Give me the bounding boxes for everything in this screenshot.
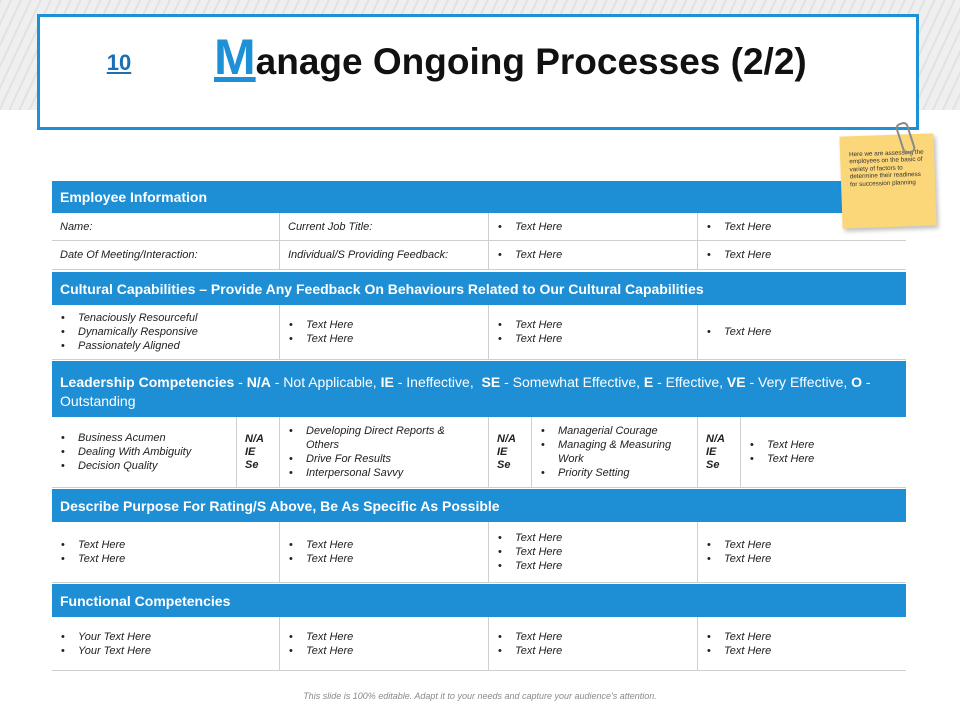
list-item: • Text Here: [749, 438, 898, 452]
leadership-code: IE: [380, 374, 394, 390]
list-item: • Business Acumen: [60, 431, 228, 445]
list-item: • Text Here: [706, 644, 898, 658]
leadership-code: N/A: [246, 374, 271, 390]
table-cell: [279, 213, 488, 240]
table-cell: [52, 417, 236, 487]
rating-cell: [236, 417, 279, 487]
rating-code: Se: [245, 458, 259, 471]
list-item: • Text Here: [288, 318, 480, 332]
table-row: [52, 305, 906, 360]
table-cell: [52, 213, 279, 240]
list-item: • Your Text Here: [60, 630, 271, 644]
list-item: • Dynamically Responsive: [60, 325, 271, 339]
rating-code: N/A: [706, 432, 725, 445]
table-cell: [279, 522, 488, 582]
table-cell: [52, 241, 279, 269]
table-row: [52, 213, 906, 241]
title-first-letter: M: [214, 29, 256, 85]
list-item: • Text Here: [497, 248, 689, 262]
cell-text: Date Of Meeting/Interaction:: [60, 249, 198, 261]
list-item: • Dealing With Ambiguity: [60, 445, 228, 459]
table-cell: [697, 241, 906, 269]
list-item: • Decision Quality: [60, 459, 228, 473]
list-item: • Priority Setting: [540, 466, 689, 480]
list-item: • Text Here: [288, 552, 480, 566]
table-cell: [279, 417, 488, 487]
table-cell: [697, 617, 906, 670]
table-cell: [697, 305, 906, 359]
leadership-text: - Effective,: [653, 374, 727, 390]
rating-code: IE: [245, 445, 256, 458]
list-item: • Text Here: [497, 545, 689, 559]
list-item: • Text Here: [497, 559, 689, 573]
list-item: • Text Here: [497, 644, 689, 658]
sticky-note: Here we are assessing the employees on the basic of variety of factors to determine their readiness for succession planning: [839, 133, 936, 228]
leadership-text: - Ineffective,: [393, 374, 482, 390]
list-item: • Text Here: [497, 220, 689, 234]
table-cell: [531, 417, 697, 487]
leadership-code: SE: [481, 374, 501, 390]
section-header-leadership-competencies: [52, 361, 906, 417]
leadership-heading: Leadership Competencies: [60, 374, 235, 390]
table-row: [52, 417, 906, 488]
rating-code: Se: [706, 458, 720, 471]
list-item: • Managing & Measuring Work: [540, 438, 689, 466]
rating-code: IE: [497, 445, 508, 458]
table-cell: [488, 617, 697, 670]
list-item: • Text Here: [749, 452, 898, 466]
list-item: • Your Text Here: [60, 644, 271, 658]
section-header-functional-competencies: Functional Competencies: [52, 584, 906, 617]
table-cell: [279, 241, 488, 269]
table-row: [52, 241, 906, 270]
slide-title: [214, 28, 807, 86]
list-item: • Managerial Courage: [540, 424, 689, 438]
list-item: • Text Here: [497, 332, 689, 346]
leadership-text: - Very Effective,: [745, 374, 852, 390]
footer-note: This slide is 100% editable. Adapt it to your needs and capture your audience's attention.: [303, 691, 657, 701]
list-item: • Text Here: [706, 325, 898, 339]
table-row: [52, 617, 906, 671]
section-header-employee-information: Employee Information: [52, 181, 906, 213]
rating-code: N/A: [245, 432, 264, 445]
list-item: • Text Here: [60, 538, 271, 552]
leadership-text: -: [234, 374, 247, 390]
leadership-text: - Not Applicable,: [270, 374, 381, 390]
leadership-text: - Somewhat Effective,: [500, 374, 644, 390]
list-item: • Text Here: [706, 248, 898, 262]
list-item: • Text Here: [497, 630, 689, 644]
cell-text: Name:: [60, 220, 93, 233]
table-cell: [697, 522, 906, 582]
list-item: • Text Here: [288, 538, 480, 552]
table-cell: [488, 305, 697, 359]
list-item: • Text Here: [706, 220, 898, 234]
list-item: • Passionately Aligned: [60, 339, 271, 353]
list-item: • Text Here: [60, 552, 271, 566]
list-item: • Text Here: [288, 644, 480, 658]
rating-cell: [488, 417, 531, 487]
section-header-purpose: Describe Purpose For Rating/S Above, Be As Specific As Possible: [52, 489, 906, 522]
table-cell: [52, 522, 279, 582]
table-cell: [279, 617, 488, 670]
table-cell: [488, 522, 697, 582]
list-item: • Text Here: [706, 630, 898, 644]
table-cell: [488, 213, 697, 240]
cell-text: Current Job Title:: [288, 220, 373, 233]
list-item: • Interpersonal Savvy: [288, 466, 480, 480]
cell-text: Individual/S Providing Feedback:: [288, 249, 449, 261]
list-item: • Text Here: [706, 538, 898, 552]
table-cell: [279, 305, 488, 359]
section-header-cultural-capabilities: Cultural Capabilities – Provide Any Feedback On Behaviours Related to Our Cultural Capabilities: [52, 272, 906, 305]
list-item: • Text Here: [497, 318, 689, 332]
list-item: • Tenaciously Resourceful: [60, 311, 271, 325]
table-cell: [52, 305, 279, 359]
title-rest: anage Ongoing Processes (2/2): [255, 41, 807, 82]
rating-code: Se: [497, 458, 511, 471]
list-item: • Text Here: [497, 531, 689, 545]
rating-code: IE: [706, 445, 717, 458]
list-item: • Developing Direct Reports & Others: [288, 424, 480, 452]
leadership-code: VE: [726, 374, 746, 390]
list-item: • Text Here: [288, 630, 480, 644]
table-cell: [740, 417, 906, 487]
leadership-code: E: [643, 374, 654, 390]
table-cell: [52, 617, 279, 670]
rating-cell: [697, 417, 740, 487]
leadership-code: O: [851, 374, 863, 390]
list-item: • Text Here: [706, 552, 898, 566]
rating-code: N/A: [497, 432, 516, 445]
list-item: • Text Here: [288, 332, 480, 346]
leadership-text: - Outstanding: [60, 374, 871, 409]
list-item: • Drive For Results: [288, 452, 480, 466]
slide-number: 10: [83, 27, 155, 99]
table-cell: [488, 241, 697, 269]
table-row: [52, 522, 906, 583]
